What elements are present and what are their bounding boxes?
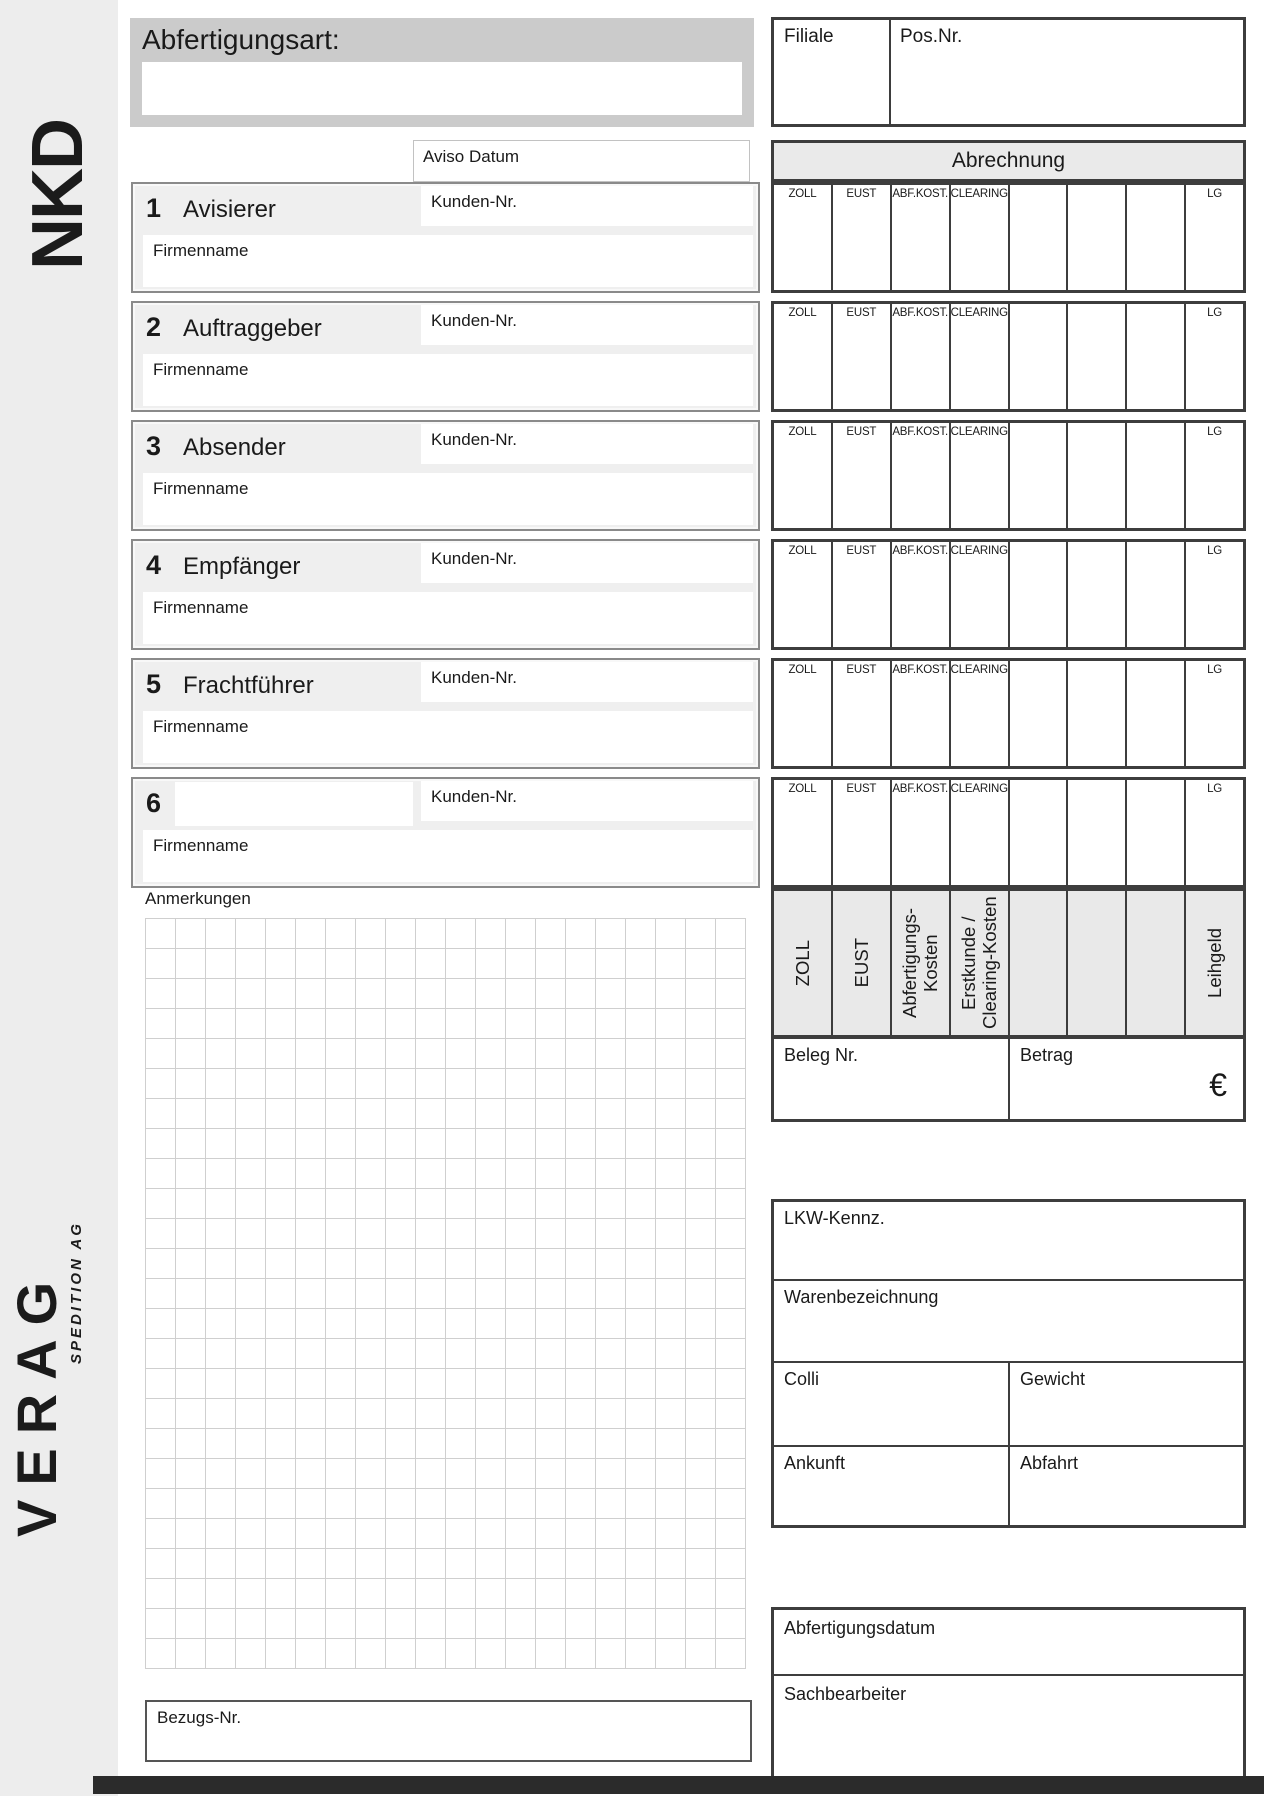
cell-header: EUST — [846, 426, 877, 438]
cell-header — [1068, 780, 1125, 783]
cell-blank[interactable] — [1008, 423, 1067, 528]
bezugs-nr-label: Bezugs-Nr. — [157, 1708, 242, 1727]
abrechnung-row-4 — [771, 539, 1246, 650]
cell-blank[interactable] — [1066, 423, 1125, 528]
section-number: 4 — [146, 550, 162, 580]
cell-zoll[interactable] — [774, 185, 831, 290]
cell-header: ZOLL — [788, 188, 817, 200]
cell-header: LG — [1207, 545, 1223, 557]
page-edge-bar — [93, 1776, 1264, 1794]
ankunft-label: Ankunft — [784, 1453, 846, 1473]
colli-label: Colli — [784, 1369, 820, 1389]
cell-clearing[interactable] — [949, 661, 1008, 766]
cell-header — [1068, 185, 1125, 188]
cell-header: EUST — [846, 783, 877, 795]
cell-header: CLEARING — [950, 664, 1008, 676]
footer-cell-zoll — [774, 891, 831, 1035]
euro-symbol: € — [1209, 1067, 1227, 1103]
cell-eust[interactable] — [831, 661, 890, 766]
cell-blank[interactable] — [1125, 423, 1184, 528]
colli-field[interactable] — [774, 1393, 1006, 1443]
firmenname-field[interactable] — [143, 830, 753, 882]
shipment-box — [771, 1199, 1246, 1528]
cell-blank[interactable] — [1066, 542, 1125, 647]
cell-lg[interactable] — [1184, 304, 1243, 409]
processing-box — [771, 1607, 1246, 1787]
cell-header — [1010, 185, 1067, 188]
cell-header: ZOLL — [788, 783, 817, 795]
sidebar — [0, 0, 118, 1796]
cell-header: ZOLL — [788, 545, 817, 557]
row-divider — [1008, 1447, 1010, 1525]
cell-blank[interactable] — [1066, 185, 1125, 290]
betrag-label: Betrag — [1020, 1045, 1074, 1065]
cell-header — [1010, 542, 1067, 545]
section-number: 6 — [146, 788, 162, 818]
footer-label: ZOLL — [791, 939, 813, 987]
cell-header: EUST — [846, 188, 877, 200]
cell-abfkost[interactable] — [890, 423, 949, 528]
filiale-field[interactable] — [774, 50, 887, 127]
abrechnung-footer-row — [771, 888, 1246, 1038]
cell-header: EUST — [846, 307, 877, 319]
beleg-divider — [1008, 1039, 1010, 1119]
filiale-posnr-box — [771, 17, 1246, 127]
cell-lg[interactable] — [1184, 661, 1243, 766]
footer-label: EUST — [850, 938, 872, 988]
kunden-nr-field[interactable] — [421, 424, 753, 464]
cell-header: LG — [1207, 188, 1223, 200]
firmenname-field[interactable] — [143, 473, 753, 525]
ankunft-field[interactable] — [774, 1477, 1006, 1523]
lkw-kennz-field[interactable] — [774, 1202, 1243, 1279]
cell-header — [1010, 304, 1067, 307]
cell-header: ZOLL — [788, 426, 817, 438]
section-avisierer — [131, 182, 760, 293]
section-empfaenger — [131, 539, 760, 650]
section-absender — [131, 420, 760, 531]
cell-lg[interactable] — [1184, 542, 1243, 647]
section-role-label: Frachtführer — [183, 672, 314, 699]
cell-clearing[interactable] — [949, 423, 1008, 528]
kunden-nr-field[interactable] — [421, 662, 753, 702]
firmenname-label: Firmenname — [153, 241, 249, 260]
filiale-divider — [889, 20, 891, 124]
cell-header: CLEARING — [950, 783, 1008, 795]
cell-blank[interactable] — [1066, 304, 1125, 409]
kunden-nr-field[interactable] — [421, 543, 753, 583]
cell-header — [1127, 542, 1184, 545]
footer-cell-blank — [1008, 891, 1067, 1035]
colli-gewicht-row — [774, 1361, 1243, 1445]
cell-header — [1068, 661, 1125, 664]
section-role-label: Auftraggeber — [183, 315, 322, 342]
anmerkungen-label: Anmerkungen — [145, 889, 251, 908]
kunden-nr-field[interactable] — [421, 305, 753, 345]
row-divider — [1008, 1363, 1010, 1445]
cell-blank[interactable] — [1008, 185, 1067, 290]
firmenname-field[interactable] — [143, 711, 753, 763]
cell-header: CLEARING — [950, 188, 1008, 200]
cell-abfkost[interactable] — [890, 661, 949, 766]
cell-zoll[interactable] — [774, 542, 831, 647]
footer-cell-abfertigungskosten — [890, 891, 949, 1035]
cell-header: CLEARING — [950, 545, 1008, 557]
cell-clearing[interactable] — [949, 542, 1008, 647]
warenbezeichnung-field[interactable] — [774, 1279, 1243, 1361]
firmenname-label: Firmenname — [153, 598, 249, 617]
anmerkungen-grid[interactable] — [145, 918, 746, 1669]
section-frachtfuehrer — [131, 658, 760, 769]
cell-header: ABF.KOST. — [892, 664, 949, 676]
kunden-nr-label: Kunden-Nr. — [431, 430, 517, 449]
abfahrt-label: Abfahrt — [1020, 1453, 1079, 1473]
cell-eust[interactable] — [831, 304, 890, 409]
cell-header: CLEARING — [950, 307, 1008, 319]
firmenname-label: Firmenname — [153, 717, 249, 736]
abfertigungsdatum-label: Abfertigungsdatum — [784, 1618, 936, 1638]
section-role-label: Empfänger — [183, 553, 301, 580]
cell-zoll[interactable] — [774, 304, 831, 409]
cell-blank[interactable] — [1008, 542, 1067, 647]
cell-header — [1127, 780, 1184, 783]
bezugs-nr-field[interactable] — [145, 1700, 752, 1762]
spedition-ag-label: SPEDITION AG — [68, 1221, 85, 1364]
cell-header — [1127, 423, 1184, 426]
abfertigungsdatum-field[interactable] — [774, 1610, 1243, 1674]
section-role-label: Avisierer — [183, 196, 276, 223]
cell-header: LG — [1207, 426, 1223, 438]
cell-header — [1127, 185, 1184, 188]
kunden-nr-label: Kunden-Nr. — [431, 787, 517, 806]
cell-blank[interactable] — [1008, 661, 1067, 766]
kunden-nr-label: Kunden-Nr. — [431, 311, 517, 330]
abrechnung-row-5 — [771, 658, 1246, 769]
cell-lg[interactable] — [1184, 780, 1243, 885]
kunden-nr-label: Kunden-Nr. — [431, 192, 517, 211]
cell-lg[interactable] — [1184, 423, 1243, 528]
firmenname-field[interactable] — [143, 235, 753, 287]
lkw-kennz-label: LKW-Kennz. — [784, 1208, 885, 1228]
filiale-label: Filiale — [784, 26, 834, 47]
cell-blank[interactable] — [1066, 661, 1125, 766]
nkd-logo: NKD — [18, 120, 98, 270]
abfertigungsart-input[interactable] — [142, 62, 742, 115]
sachbearbeiter-field[interactable] — [774, 1674, 1243, 1786]
cell-blank[interactable] — [1125, 185, 1184, 290]
cell-zoll[interactable] — [774, 661, 831, 766]
kunden-nr-label: Kunden-Nr. — [431, 549, 517, 568]
cell-header: CLEARING — [950, 426, 1008, 438]
cell-header — [1010, 780, 1067, 783]
aviso-datum-field[interactable] — [413, 140, 750, 182]
beleg-nr-label: Beleg Nr. — [784, 1045, 859, 1065]
cell-blank[interactable] — [1125, 780, 1184, 885]
cell-eust[interactable] — [831, 185, 890, 290]
cell-header: ABF.KOST. — [892, 426, 949, 438]
cell-clearing[interactable] — [949, 780, 1008, 885]
pos-nr-field[interactable] — [893, 50, 1243, 127]
section-number: 3 — [146, 431, 162, 461]
footer-label: Leihgeld — [1204, 928, 1226, 998]
abfertigungsart-label: Abfertigungsart: — [142, 24, 340, 55]
aviso-datum-label: Aviso Datum — [423, 147, 520, 166]
cell-blank[interactable] — [1066, 780, 1125, 885]
cell-header: LG — [1207, 664, 1223, 676]
firmenname-label: Firmenname — [153, 360, 249, 379]
cell-eust[interactable] — [831, 423, 890, 528]
firmenname-field[interactable] — [143, 354, 753, 406]
cell-blank[interactable] — [1125, 542, 1184, 647]
cell-header — [1127, 304, 1184, 307]
kunden-nr-field[interactable] — [421, 781, 753, 821]
cell-lg[interactable] — [1184, 185, 1243, 290]
abrechnung-title: Abrechnung — [951, 149, 1066, 172]
footer-cell-blank — [1125, 891, 1184, 1035]
kunden-nr-field[interactable] — [421, 186, 753, 226]
cell-header: EUST — [846, 545, 877, 557]
abrechnung-header — [771, 140, 1246, 182]
ankunft-abfahrt-row — [774, 1445, 1243, 1525]
cell-zoll[interactable] — [774, 423, 831, 528]
section-auftraggeber — [131, 301, 760, 412]
cell-zoll[interactable] — [774, 780, 831, 885]
sachbearbeiter-label: Sachbearbeiter — [784, 1684, 907, 1704]
cell-blank[interactable] — [1125, 661, 1184, 766]
cell-abfkost[interactable] — [890, 780, 949, 885]
cell-header — [1068, 542, 1125, 545]
gewicht-field[interactable] — [1012, 1393, 1242, 1443]
cell-blank[interactable] — [1008, 304, 1067, 409]
kunden-nr-label: Kunden-Nr. — [431, 668, 517, 687]
cell-header: LG — [1207, 783, 1223, 795]
section-role-label: Absender — [183, 434, 286, 461]
cell-header — [1127, 661, 1184, 664]
section-number: 5 — [146, 669, 162, 699]
cell-clearing[interactable] — [949, 304, 1008, 409]
footer-cell-blank — [1066, 891, 1125, 1035]
cell-header: ABF.KOST. — [892, 307, 949, 319]
footer-cell-clearingkosten — [949, 891, 1008, 1035]
warenbezeichnung-label: Warenbezeichnung — [784, 1287, 939, 1307]
abfertigungsart-panel — [130, 18, 754, 127]
abrechnung-row-1 — [771, 182, 1246, 293]
abrechnung-row-3 — [771, 420, 1246, 531]
cell-eust[interactable] — [831, 542, 890, 647]
cell-header: ABF.KOST. — [892, 783, 949, 795]
section-number: 2 — [146, 312, 162, 342]
cell-clearing[interactable] — [949, 185, 1008, 290]
abrechnung-row-2 — [771, 301, 1246, 412]
role-input-field[interactable] — [175, 782, 413, 826]
cell-header: LG — [1207, 307, 1223, 319]
section-number: 1 — [146, 193, 162, 223]
cell-header: EUST — [846, 664, 877, 676]
footer-label: Abfertigungs-Kosten — [899, 907, 942, 1019]
beleg-nr-field[interactable] — [774, 1067, 1006, 1119]
cell-header: ABF.KOST. — [892, 188, 949, 200]
cell-header: ZOLL — [788, 664, 817, 676]
cell-header: ABF.KOST. — [892, 545, 949, 557]
footer-cell-eust — [831, 891, 890, 1035]
footer-cell-leihgeld — [1184, 891, 1243, 1035]
footer-label: Erstkunde / Clearing-Kosten — [958, 896, 1001, 1030]
cell-abfkost[interactable] — [890, 542, 949, 647]
beleg-betrag-box — [771, 1036, 1246, 1122]
abfahrt-field[interactable] — [1012, 1477, 1242, 1523]
cell-blank[interactable] — [1008, 780, 1067, 885]
cell-header — [1068, 304, 1125, 307]
cell-blank[interactable] — [1125, 304, 1184, 409]
cell-header — [1010, 423, 1067, 426]
cell-header — [1068, 423, 1125, 426]
section-six — [131, 777, 760, 888]
cell-header: ZOLL — [788, 307, 817, 319]
cell-abfkost[interactable] — [890, 185, 949, 290]
pos-nr-label: Pos.Nr. — [900, 26, 963, 47]
gewicht-label: Gewicht — [1020, 1369, 1086, 1389]
firmenname-field[interactable] — [143, 592, 753, 644]
cell-abfkost[interactable] — [890, 304, 949, 409]
verag-logo: VERAG — [5, 1267, 68, 1537]
cell-eust[interactable] — [831, 780, 890, 885]
cell-header — [1010, 661, 1067, 664]
firmenname-label: Firmenname — [153, 836, 249, 855]
abrechnung-row-6 — [771, 777, 1246, 888]
firmenname-label: Firmenname — [153, 479, 249, 498]
betrag-field[interactable] — [1012, 1067, 1192, 1119]
